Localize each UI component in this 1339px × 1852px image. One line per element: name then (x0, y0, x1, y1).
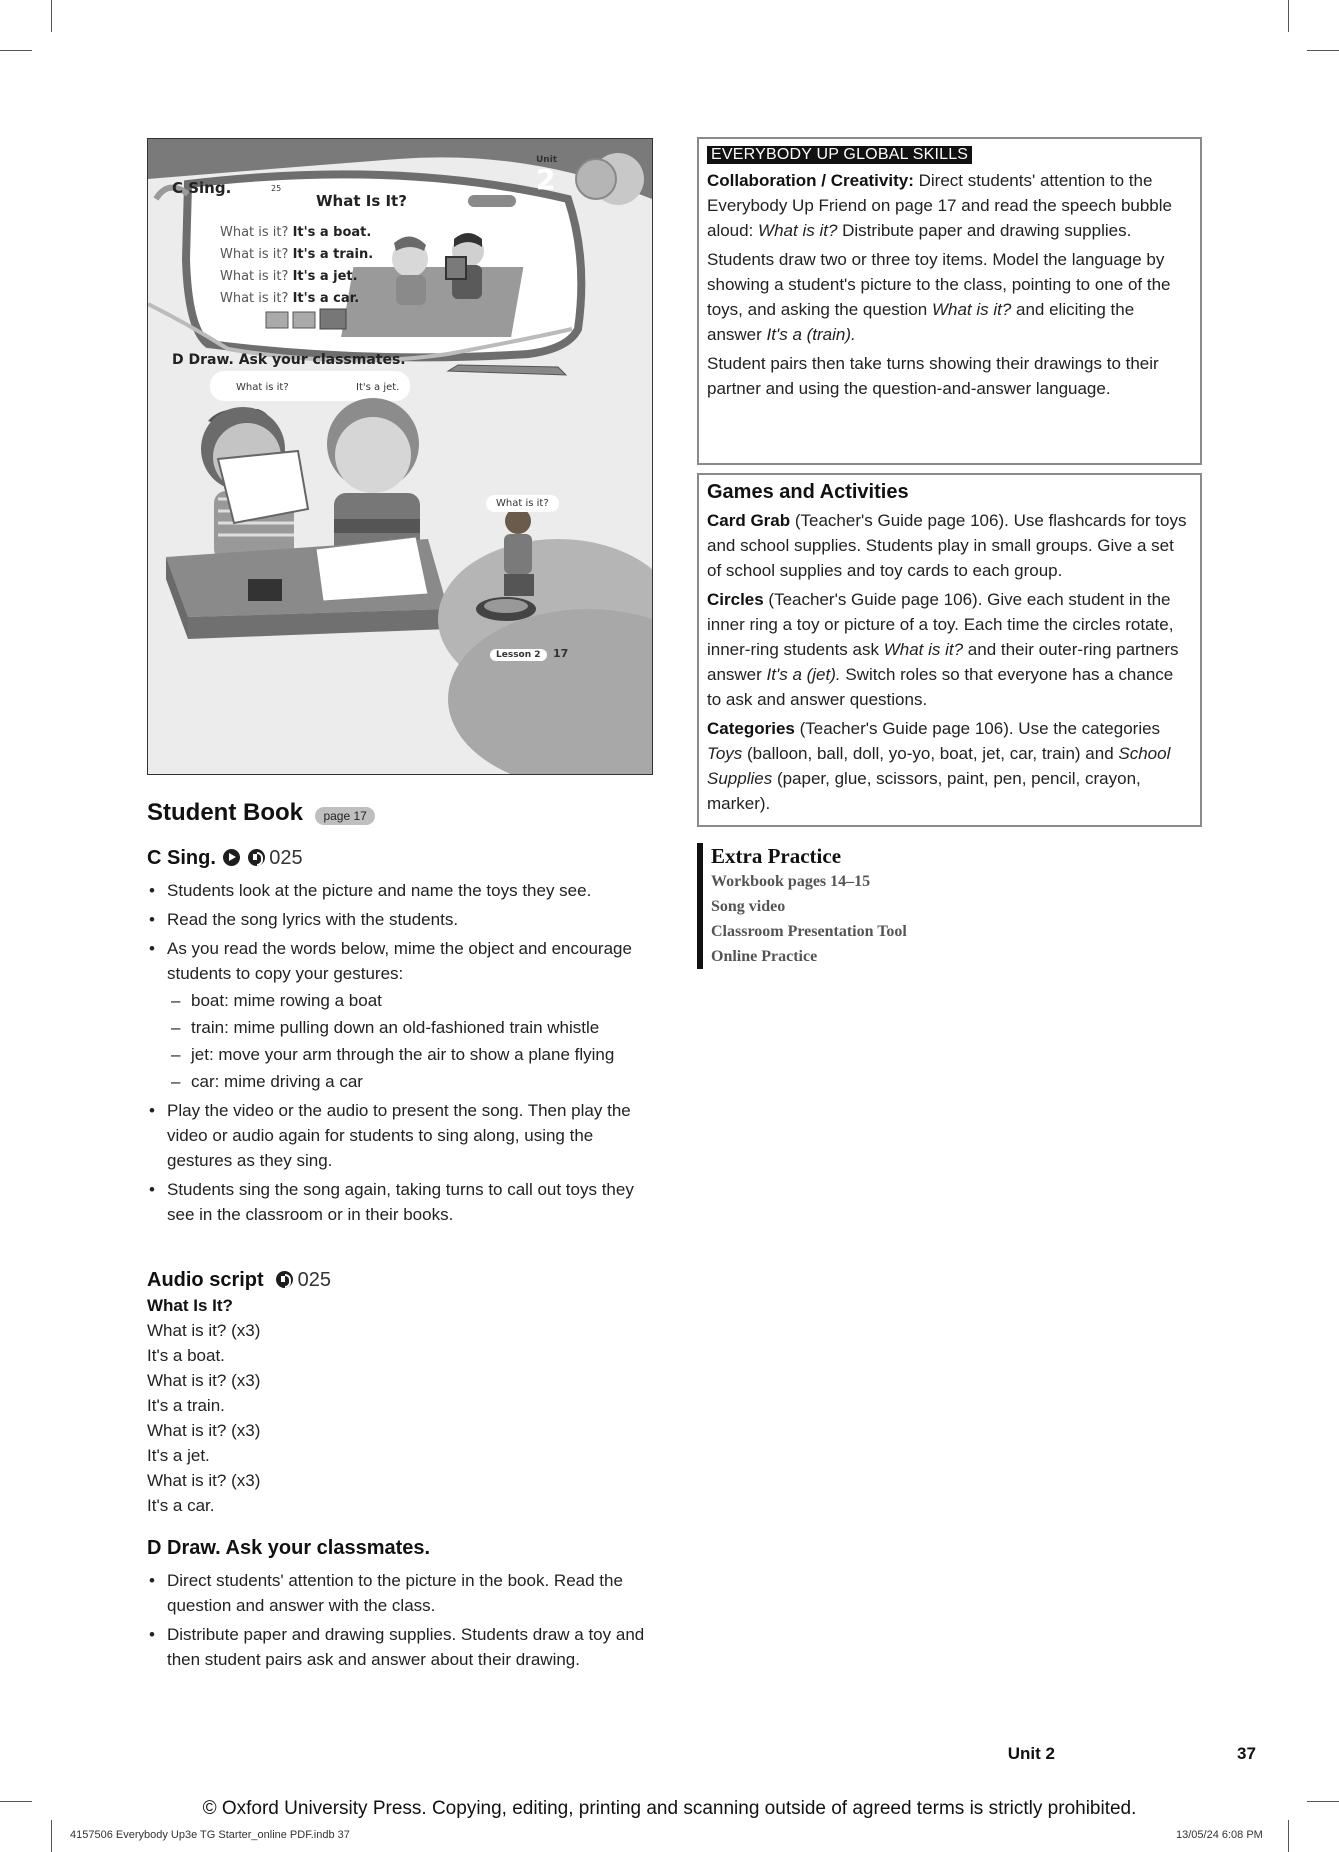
sb-lyric-line: What is it? It's a train. (220, 247, 374, 262)
extra-practice-item: Classroom Presentation Tool (711, 923, 907, 940)
global-skills-tag: EVERYBODY UP GLOBAL SKILLS (707, 146, 972, 164)
sb-lesson-label: Lesson 2 (490, 649, 547, 661)
game-circles: Circles (Teacher's Guide page 106). Give each student in the inner ring a toy or picture of a toy. Each time the circles rotate, inner-ring students ask What is it? and their outer-ring partners answer It's a (jet). Switch roles so that everyone has a chance to ask and answer questions. (707, 590, 1179, 709)
crop-mark (1288, 0, 1289, 32)
audio-icon (248, 849, 265, 866)
audio-script-heading: Audio script (147, 1269, 264, 1291)
crop-mark (51, 0, 52, 32)
audio-script-line: It's a jet. (147, 1446, 210, 1465)
gesture-item: – car: mime driving a car (169, 1069, 657, 1094)
extra-practice (697, 843, 1031, 969)
student-book-heading (147, 799, 375, 827)
print-date: 13/05/24 6:08 PM (1176, 1829, 1263, 1841)
video-play-icon (223, 849, 240, 866)
global-skills-paragraph: Students draw two or three toy items. Model the language by showing a student's picture to the class, pointing to one of the toys, and asking the question What is it? and eliciting the answer It's a (train). (707, 250, 1171, 344)
audio-script-line: What is it? (x3) (147, 1321, 261, 1340)
list-item: • Students look at the picture and name the toys they see. (147, 878, 657, 903)
games-activities-title: Games and Activities (707, 481, 909, 503)
sb-page-number: 17 (553, 647, 569, 660)
section-c-instructions (147, 878, 657, 1227)
list-item: • Direct students' attention to the picture in the book. Read the question and answer with the class. (147, 1568, 657, 1618)
copyright-notice: © Oxford University Press. Copying, editing, printing and scanning outside of agreed terms is strictly prohibited. (202, 1798, 1137, 1819)
list-item: • Read the song lyrics with the students. (147, 907, 657, 932)
crop-mark (0, 50, 32, 51)
audio-script-title: What Is It? (147, 1296, 233, 1315)
gesture-item: – jet: move your arm through the air to show a plane flying (169, 1042, 657, 1067)
sb-track-number: 25 (271, 184, 282, 193)
extra-practice-item: Workbook pages 14–15 (711, 873, 871, 890)
page-reference-pill: page 17 (315, 807, 374, 825)
list-item: • As you read the words below, mime the object and encourage students to copy your gestures: (147, 936, 657, 986)
student-book-page-image (147, 138, 653, 775)
extra-practice-item: Song video (711, 898, 786, 915)
sb-speech-bubble: What is it? (226, 379, 299, 396)
game-categories: Categories (Teacher's Guide page 106). Use the categories Toys (balloon, ball, doll, yo-yo, boat, jet, car, train) and School Supplies (paper, glue, scissors, paint, pen, pencil, crayon, marker). (707, 719, 1171, 813)
train-toy (266, 309, 346, 329)
game-card-grab: Card Grab (Teacher's Guide page 106). Use flashcards for toys and school supplies. Students play in small groups. Give a set of school supplies and toy cards to each group. (707, 511, 1187, 580)
sb-section-c: C Sing. (172, 179, 232, 197)
audio-script-line: It's a boat. (147, 1346, 225, 1365)
gesture-item: – boat: mime rowing a boat (169, 988, 657, 1013)
sb-lyric-line: What is it? It's a boat. (220, 225, 372, 240)
audio-script-line: It's a car. (147, 1496, 215, 1515)
print-slug: 4157506 Everybody Up3e TG Starter_online PDF.indb 37 (70, 1829, 350, 1841)
audio-script-track: 025 (297, 1269, 331, 1291)
crop-mark (1288, 1820, 1289, 1852)
extra-practice-title: Extra Practice (711, 844, 842, 868)
section-c-title: C Sing. (147, 847, 216, 869)
audio-script-line: What is it? (x3) (147, 1421, 261, 1440)
gesture-item: – train: mime pulling down an old-fashioned train whistle (169, 1015, 657, 1040)
sb-speech-bubble: It's a jet. (346, 379, 409, 396)
section-d-heading: D Draw. Ask your classmates. (147, 1537, 431, 1559)
sb-unit-label: Unit (536, 155, 558, 165)
global-skills-paragraph: Student pairs then take turns showing their drawings to their partner and using the question-and-answer language. (707, 354, 1159, 398)
section-d (147, 1537, 657, 1672)
footer-unit-label: Unit 2 (1007, 1744, 1055, 1763)
crop-mark (1307, 50, 1339, 51)
games-activities-box (697, 473, 1202, 827)
list-item: • Play the video or the audio to present the song. Then play the video or audio again for students to sing along, using the gestures as they sing. (147, 1098, 657, 1173)
crop-mark (51, 1820, 52, 1852)
sb-lyric-line: What is it? It's a jet. (220, 269, 358, 284)
audio-track-number: 025 (269, 847, 303, 869)
global-skills-box (697, 137, 1202, 465)
footer-page-number: 37 (1237, 1744, 1256, 1763)
student-book-title: Student Book (147, 799, 303, 826)
sb-speech-bubble: What is it? (486, 495, 559, 512)
audio-script-line: What is it? (x3) (147, 1471, 261, 1490)
sb-song-title: What Is It? (316, 192, 407, 210)
extra-practice-item: Online Practice (711, 948, 818, 965)
global-skills-paragraph: Collaboration / Creativity: Direct students' attention to the Everybody Up Friend on page 17 and read the speech bubble aloud: What is it? Distribute paper and drawing supplies. (707, 171, 1172, 240)
list-item: • Distribute paper and drawing supplies. Students draw a toy and then student pairs ask and answer about their drawing. (147, 1622, 657, 1672)
sb-unit-number: 2 (536, 163, 556, 196)
audio-script (147, 1269, 547, 1518)
section-c-heading (147, 847, 303, 870)
sb-section-d: D Draw. Ask your classmates. (172, 352, 406, 368)
audio-icon (276, 1271, 293, 1288)
list-item: • Students sing the song again, taking turns to call out toys they see in the classroom or in their books. (147, 1177, 657, 1227)
audio-script-line: It's a train. (147, 1396, 225, 1415)
audio-script-line: What is it? (x3) (147, 1371, 261, 1390)
sb-lyric-line: What is it? It's a car. (220, 291, 360, 306)
